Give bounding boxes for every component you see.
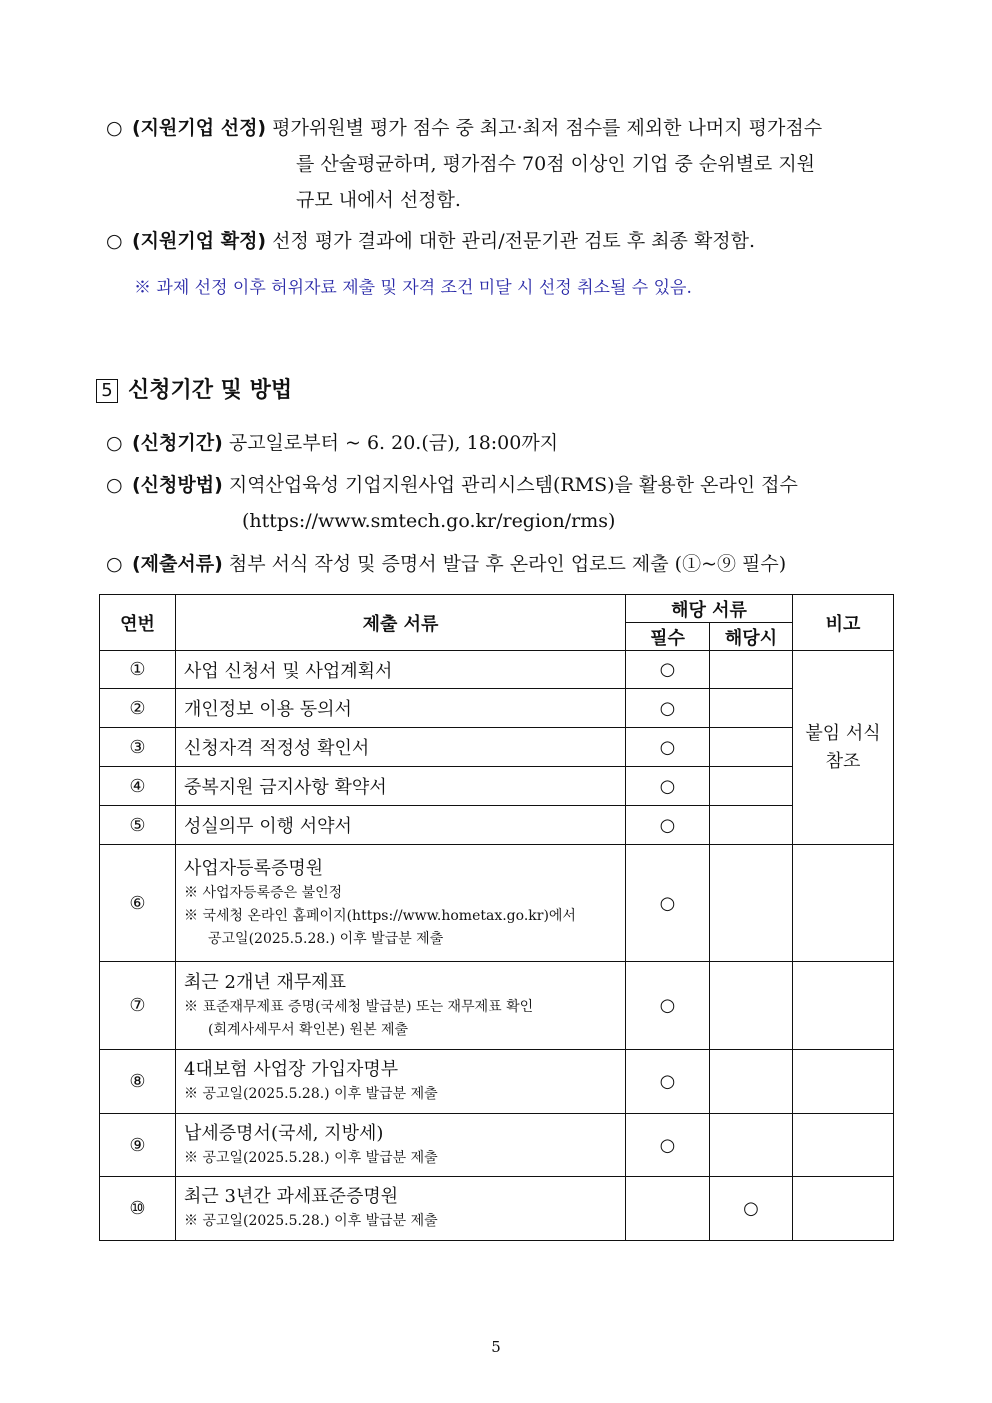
doc-name: 4대보험 사업장 가입자명부: [184, 1059, 399, 1080]
row-number: ④: [100, 767, 176, 806]
doc-name: 사업 신청서 및 사업계획서: [176, 651, 626, 689]
doc-cell: [176, 1114, 626, 1177]
remark-line2: 참조: [825, 750, 861, 772]
required-mark: ○: [626, 845, 710, 962]
row-number: ③: [100, 728, 176, 767]
remark-line1: 붙임 서식: [805, 722, 881, 744]
para-heading: (지원기업 확정): [132, 230, 267, 252]
required-mark: ○: [626, 728, 710, 767]
doc-note: ※ 국세청 온라인 홈페이지(https://www.hometax.go.kr)에서: [184, 907, 576, 924]
doc-note: ※ 공고일(2025.5.28.) 이후 발급분 제출: [184, 1149, 438, 1166]
required-mark: ○: [626, 767, 710, 806]
para-heading: (지원기업 선정): [132, 117, 267, 139]
applicable-mark: [710, 689, 793, 728]
paragraph-method: [106, 476, 798, 495]
table-row: [100, 1050, 894, 1114]
doc-note: ※ 공고일(2025.5.28.) 이후 발급분 제출: [184, 1213, 438, 1229]
table-row: [100, 806, 894, 845]
para-text-line2: 를 산술평균하며, 평가점수 70점 이상인 기업 중 순위별로 지원: [296, 153, 816, 175]
doc-cell: [176, 845, 626, 962]
doc-note: ※ 공고일(2025.5.28.) 이후 발급분 제출: [184, 1086, 438, 1102]
applicable-mark: [710, 767, 793, 806]
remark-cell: [793, 1114, 894, 1177]
row-number: ①: [100, 651, 176, 689]
applicable-mark: ○: [710, 1177, 793, 1241]
table-row: [100, 845, 894, 962]
page-number: 5: [491, 1338, 501, 1356]
paragraph-documents: [106, 555, 786, 574]
col-header-remark: 비고: [793, 595, 894, 651]
notice-text: ※ 과제 선정 이후 허위자료 제출 및 자격 조건 미달 시 선정 취소될 수 있음.: [134, 278, 692, 298]
applicable-mark: [710, 962, 793, 1050]
doc-name: 성실의무 이행 서약서: [176, 806, 626, 845]
para-text-line3: 규모 내에서 선정함.: [296, 189, 461, 211]
remark-cell: [793, 962, 894, 1050]
applicable-mark: [710, 728, 793, 767]
section-title: [96, 373, 292, 404]
bullet: ○: [106, 230, 123, 252]
required-mark: ○: [626, 651, 710, 689]
col-header-no: 연번: [100, 595, 176, 651]
doc-name: 개인정보 이용 동의서: [176, 689, 626, 728]
bullet: ○: [106, 432, 123, 454]
doc-name: 납세증명서(국세, 지방세): [184, 1122, 384, 1144]
row-number: ⑦: [100, 962, 176, 1050]
row-number: ⑥: [100, 845, 176, 962]
row-number: ⑧: [100, 1050, 176, 1114]
applicable-mark: [710, 1050, 793, 1114]
doc-name: 사업자등록증명원: [184, 857, 324, 879]
table-row: [100, 1177, 894, 1241]
doc-name: 최근 2개년 재무제표: [184, 971, 346, 993]
doc-name: 중복지원 금지사항 확약서: [176, 767, 626, 806]
para-text: 평가위원별 평가 점수 중 최고·최저 점수를 제외한 나머지 평가점수: [272, 117, 823, 139]
doc-cell: [176, 1177, 626, 1241]
rms-url: (https://www.smtech.go.kr/region/rms): [242, 510, 616, 532]
para-text: 지역산업육성 기업지원사업 관리시스템(RMS)을 활용한 온라인 접수: [228, 474, 798, 496]
remark-cell: [793, 1050, 894, 1114]
para-heading: (제출서류): [132, 553, 223, 575]
required-mark: ○: [626, 689, 710, 728]
paragraph-selection: [106, 119, 822, 138]
doc-note: 공고일(2025.5.28.) 이후 발급분 제출: [208, 930, 444, 947]
para-heading: (신청기간): [132, 432, 223, 454]
table-row: [100, 728, 894, 767]
documents-table: [99, 594, 894, 1241]
col-header-doc: 제출 서류: [176, 595, 626, 651]
table-row: [100, 962, 894, 1050]
bullet: ○: [106, 474, 123, 496]
doc-name: 신청자격 적정성 확인서: [176, 728, 626, 767]
section-title-text: 신청기간 및 방법: [128, 378, 293, 403]
section-number: 5: [96, 379, 118, 403]
applicable-mark: [710, 845, 793, 962]
required-mark: ○: [626, 1114, 710, 1177]
para-text: 첨부 서식 작성 및 증명서 발급 후 온라인 업로드 제출 (①~⑨ 필수): [228, 553, 787, 575]
paragraph-period: [106, 434, 558, 453]
paragraph-confirmation: [106, 232, 755, 251]
remark-cell: [793, 651, 894, 845]
remark-cell: [793, 845, 894, 962]
required-mark: [626, 1177, 710, 1241]
para-text: 선정 평가 결과에 대한 관리/전문기관 검토 후 최종 확정함.: [272, 230, 756, 252]
row-number: ②: [100, 689, 176, 728]
row-number: ⑤: [100, 806, 176, 845]
row-number: ⑨: [100, 1114, 176, 1177]
col-header-required: 필수: [626, 623, 710, 651]
applicable-mark: [710, 1114, 793, 1177]
remark-cell: [793, 1177, 894, 1241]
required-mark: ○: [626, 806, 710, 845]
bullet: ○: [106, 553, 123, 575]
para-text: 공고일로부터 ~ 6. 20.(금), 18:00까지: [228, 432, 559, 454]
applicable-mark: [710, 806, 793, 845]
required-mark: ○: [626, 962, 710, 1050]
applicable-mark: [710, 651, 793, 689]
col-header-applicable: 해당시: [710, 623, 793, 651]
row-number: ⑩: [100, 1177, 176, 1241]
doc-note: ※ 표준재무제표 증명(국세청 발급분) 또는 재무제표 확인: [184, 998, 534, 1015]
table-row: [100, 689, 894, 728]
doc-cell: [176, 962, 626, 1050]
doc-name: 최근 3년간 과세표준증명원: [184, 1186, 399, 1207]
table-row: [100, 1114, 894, 1177]
col-header-group: 해당 서류: [626, 595, 793, 623]
bullet: ○: [106, 117, 123, 139]
table-row: [100, 651, 894, 689]
doc-cell: [176, 1050, 626, 1114]
para-heading: (신청방법): [132, 474, 223, 496]
doc-note: ※ 사업자등록증은 불인정: [184, 884, 343, 901]
required-mark: ○: [626, 1050, 710, 1114]
doc-note: (회계사세무서 확인본) 원본 제출: [208, 1021, 409, 1038]
table-row: [100, 767, 894, 806]
